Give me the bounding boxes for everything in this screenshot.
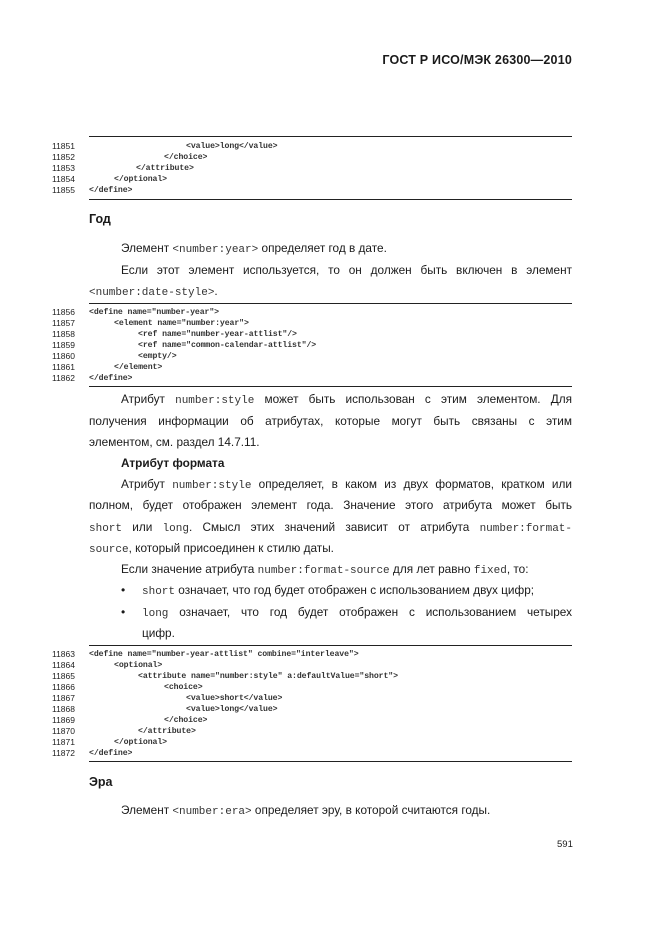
code-line [0, 649, 661, 660]
line-number: 11861 [51, 362, 75, 372]
format-line5 [121, 562, 529, 579]
code-rule-bottom [89, 761, 572, 762]
code-line [0, 715, 661, 726]
line-number: 11864 [51, 660, 75, 670]
year-usage-line1: Если этот элемент используется, то он должен быть включен в элемент [121, 263, 572, 277]
line-number: 11858 [51, 329, 75, 339]
code-rule-bottom [89, 386, 572, 387]
line-number: 11859 [51, 340, 75, 350]
code-line [0, 185, 661, 196]
line-number: 11866 [51, 682, 75, 692]
code-text: <value>long</value> [186, 705, 278, 714]
text: . [214, 284, 218, 298]
code-text: <element name="number:year"> [114, 319, 249, 328]
code-line [0, 307, 661, 318]
attr-para-line2: получения информации об атрибутах, которые могут быть связаны с этим [89, 414, 572, 428]
section-heading-era: Эра [89, 775, 113, 789]
code-line [0, 152, 661, 163]
line-number: 11855 [51, 185, 75, 195]
text: может быть использован с этим элементом. Для [254, 392, 572, 406]
code-line [0, 748, 661, 759]
code-text: </element> [114, 363, 163, 372]
code-line [0, 174, 661, 185]
inline-code: long [142, 608, 169, 620]
text: определяет эру, в которой считаются годы. [251, 803, 491, 817]
format-attr-subheading: Атрибут формата [121, 456, 225, 470]
inline-code: short [142, 586, 176, 598]
line-number: 11871 [51, 737, 75, 747]
inline-code: <number:date-style> [89, 287, 215, 299]
code-text: <value>long</value> [186, 142, 278, 151]
year-intro [121, 241, 387, 258]
inline-code: <number:era> [172, 806, 252, 818]
inline-code: short [89, 523, 123, 535]
code-text: </optional> [114, 738, 167, 747]
code-line [0, 726, 661, 737]
line-number: 11872 [51, 748, 75, 758]
code-line [0, 373, 661, 384]
format-line4 [89, 541, 334, 558]
line-number: 11868 [51, 704, 75, 714]
code-text: <empty/> [138, 352, 177, 361]
code-line [0, 329, 661, 340]
code-line [0, 671, 661, 682]
bullet-item-short [142, 583, 534, 600]
code-text: <define name="number-year"> [89, 308, 219, 317]
code-text: </attribute> [138, 727, 196, 736]
code-text: <ref name="number-year-attlist"/> [138, 330, 297, 339]
text: означает, что год будет отображен с использованием двух цифр; [175, 583, 535, 597]
code-text: <choice> [164, 683, 203, 692]
line-number: 11869 [51, 715, 75, 725]
inline-code: fixed [473, 565, 507, 577]
text: Если значение атрибута [121, 562, 258, 576]
code-text: </attribute> [136, 164, 194, 173]
line-number: 11862 [51, 373, 75, 383]
text: определяет год в дате. [258, 241, 387, 255]
code-line [0, 704, 661, 715]
bullet-marker: • [121, 605, 126, 619]
code-text: </choice> [164, 153, 208, 162]
year-usage-line2 [89, 284, 218, 301]
bullet-item-long-cont: цифр. [142, 626, 175, 640]
inline-code: source [89, 544, 129, 556]
code-line [0, 340, 661, 351]
line-number: 11852 [51, 152, 75, 162]
inline-code: number:format-source [257, 565, 390, 577]
page-header: ГОСТ Р ИСО/МЭК 26300—2010 [382, 53, 572, 67]
code-text: </define> [89, 374, 133, 383]
code-line [0, 693, 661, 704]
text: , который присоединен к стилю даты. [128, 541, 334, 555]
code-rule-top [89, 136, 572, 137]
text: определяет, в каком из двух форматов, кратком или [251, 477, 572, 491]
line-number: 11854 [51, 174, 75, 184]
inline-code: number:style [172, 480, 252, 492]
text: Атрибут [121, 477, 173, 491]
bullet-marker: • [121, 583, 126, 597]
text: Элемент [121, 803, 173, 817]
page-number: 591 [557, 839, 573, 850]
line-number: 11860 [51, 351, 75, 361]
line-number: 11870 [51, 726, 75, 736]
text: Элемент [121, 241, 173, 255]
line-number: 11851 [51, 141, 75, 151]
text: означает, что год будет отображен с использованием четырех [168, 605, 572, 619]
code-text: <value>short</value> [186, 694, 283, 703]
code-text: <optional> [114, 661, 163, 670]
format-line2: полном, будет отображен элемент года. Значение этого атрибута может быть [89, 498, 572, 512]
attr-para-line1 [121, 392, 572, 409]
line-number: 11863 [51, 649, 75, 659]
code-line [0, 737, 661, 748]
code-text: </choice> [164, 716, 208, 725]
text: Атрибут [121, 392, 176, 406]
code-text: </define> [89, 186, 133, 195]
line-number: 11853 [51, 163, 75, 173]
code-line [0, 682, 661, 693]
bullet-item-long [142, 605, 572, 622]
inline-code: number:format- [479, 523, 572, 535]
attr-para-line3: элементом, см. раздел 14.7.11. [89, 435, 260, 449]
format-line1 [121, 477, 572, 494]
code-line [0, 351, 661, 362]
code-text: <ref name="common-calendar-attlist"/> [138, 341, 317, 350]
line-number: 11867 [51, 693, 75, 703]
section-heading-year: Год [89, 212, 111, 226]
code-rule-bottom [89, 199, 572, 200]
code-text: </define> [89, 749, 133, 758]
code-line [0, 163, 661, 174]
code-text: <attribute name="number:style" a:defaultValue="short"> [138, 672, 398, 681]
line-number: 11856 [51, 307, 75, 317]
code-rule-top [89, 303, 572, 304]
format-line3 [89, 520, 572, 537]
inline-code: <number:year> [172, 244, 259, 256]
text: или [122, 520, 163, 534]
code-line [0, 660, 661, 671]
text: . Смысл этих значений зависит от атрибута [188, 520, 480, 534]
text: для лет равно [389, 562, 474, 576]
code-line [0, 362, 661, 373]
text: , то: [506, 562, 529, 576]
code-text: <define name="number-year-attlist" combine="interleave"> [89, 650, 359, 659]
line-number: 11865 [51, 671, 75, 681]
code-line [0, 141, 661, 152]
inline-code: long [162, 523, 189, 535]
era-intro [121, 803, 490, 820]
inline-code: number:style [175, 395, 255, 407]
code-rule-top [89, 645, 572, 646]
line-number: 11857 [51, 318, 75, 328]
code-text: </optional> [114, 175, 167, 184]
code-line [0, 318, 661, 329]
